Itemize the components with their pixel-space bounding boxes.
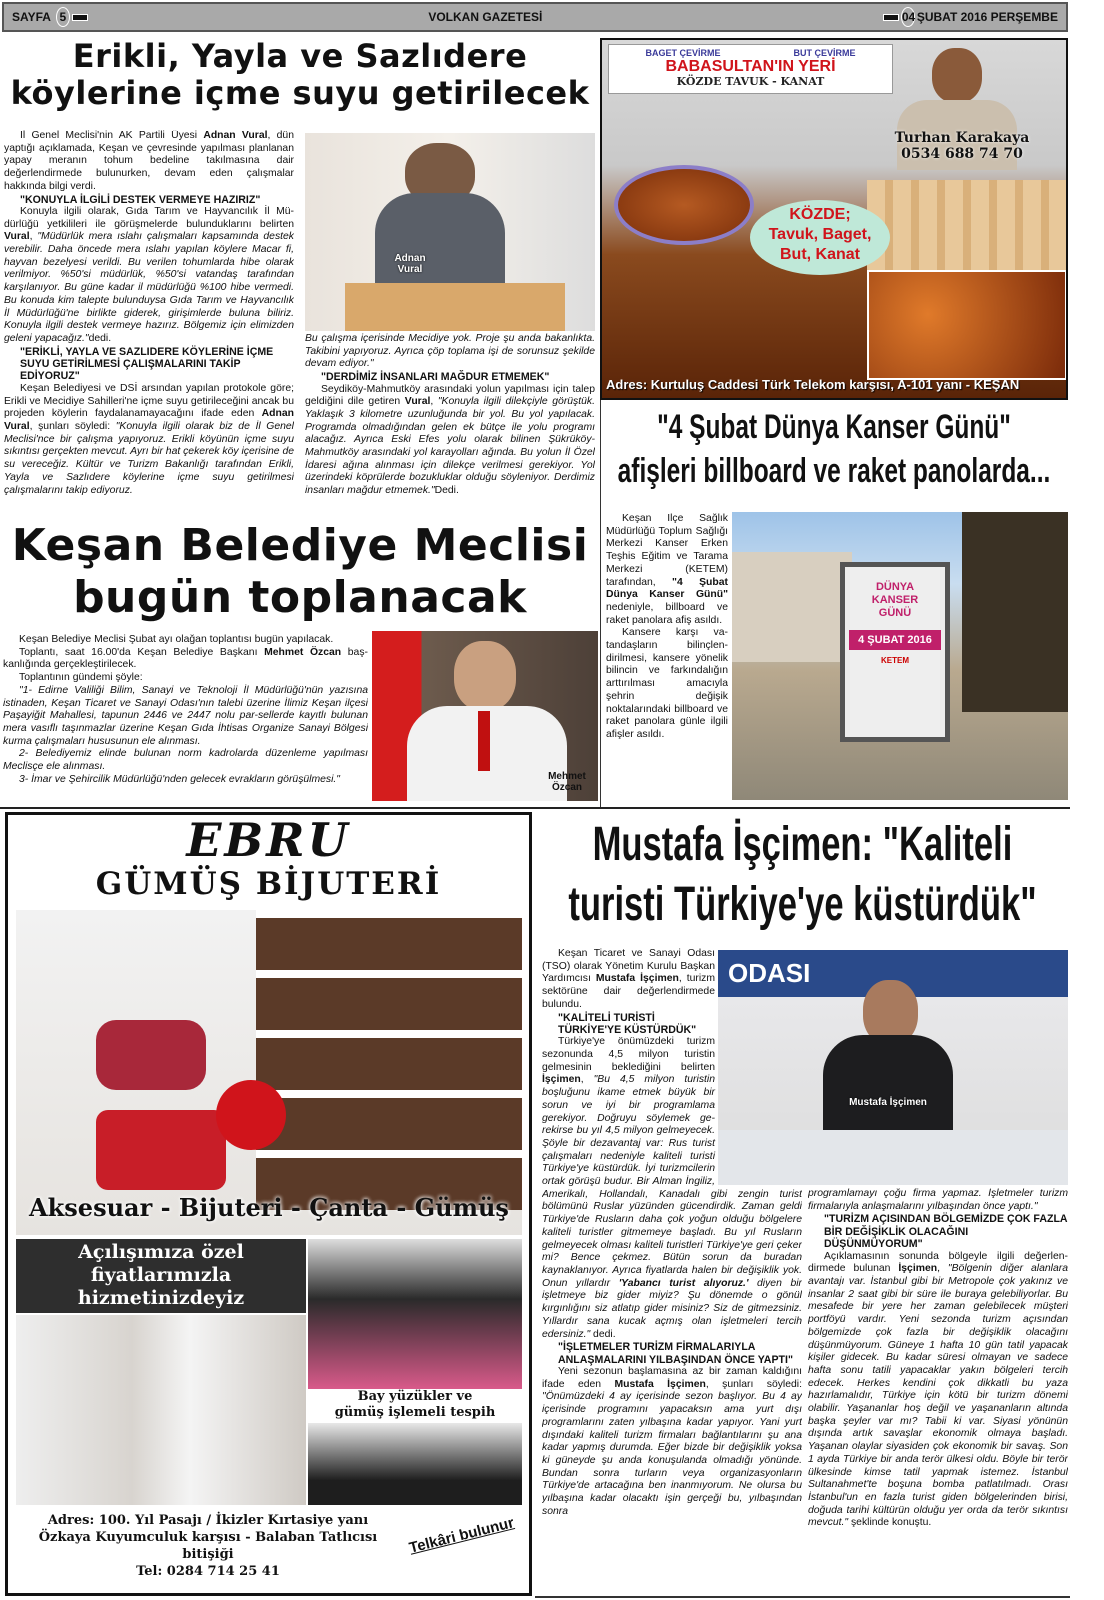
paragraph: Keşan Belediyesi ve DSİ arsından yapılan protokole göre; Erikli ve Mecidiye Sahilleri'ne içme suyu getirileceğini ancak bu projeden köylerin faydalanamayacağını ifade eden Adnan Vural, şunları söyledi: "Konuyla ilgili olarak biz de İl Genel Meclisi'nce bir çalışma yapıyoruz. Erikli köyünün içme suyu sıkıntısı gerçekten mevcut. Ayrı bir hat çekerek köy içerisine de su vereceğiz. Kültür ve Turizm Bakanlığı tarafından Erikli, Yayla ve Sazlıdere köylerine içme suyu getirilmesi çalışmalarını takip ediyoruz. [4, 382, 294, 496]
red-handbag [96, 1110, 226, 1190]
issue-date: 04 ŞUBAT 2016 PERŞEMBE [883, 7, 1058, 27]
rotisserie-chickens [867, 180, 1067, 270]
chicken-wings-photo [867, 270, 1067, 380]
cancer-article-body [606, 513, 728, 803]
section-divider [0, 807, 1070, 809]
cancer-headline: "4 Şubat Dünya Kanser Günü" afişleri billboard ve raket panolarda... [617, 408, 1051, 490]
subheading: "KONUYLA İLGİLİ DESTEK VERMEYE HAZIRIZ" [20, 193, 261, 206]
paragraph: Yeni sezonun başlamasına az bir zaman kaldığını ifade eden Mustafa İşçimen, şunları söyledi: "Önümüzdeki 4 ay içerisinde sezon başlıyor. Bu 4 ay içerisinde programını yapacaksın ama yurt dışı programlarını zaten yılbaşına kadar yapıyor. Yani yurt dışındaki kaliteli turizm firmaları bağlantılarını şu ana kadar yapmış durumda. Eğer bizde bir değişiklik yoksa ki güneyde şu anda konuşulanda olmadığı yönünde. Bundan sonra turların veya organizasyonların Türkiye'de artacağına ben inanmıyorum. Ne olursa bu yılbaşına kadar olacaktı işin gerçeği bu, yılbaşından sonra [542, 1366, 802, 1517]
necklace-display-photo [308, 1423, 522, 1505]
paragraph: 3- İmar ve Şehircilik Müdürlüğü'nden gelecek evrakların görüşülmesi." [19, 773, 340, 785]
iscimen-headline: Mustafa İşçimen: "Kaliteli turisti Türkiye'ye küstürdük" [568, 818, 1037, 931]
desk [345, 283, 565, 331]
owner-photo [932, 48, 982, 103]
mustafa-iscimen-photo: ODASI Mustafa İşçimen [718, 950, 1068, 1185]
paragraph: programlamayı çoğu firma yapmaz. İşletmeler turizm firmalarıyla anlaşmalarını yılbaşından önce yaptı." [808, 1188, 1068, 1212]
red-bag [96, 1020, 206, 1090]
owner-contact: Turhan Karakaya 0534 688 74 70 [894, 130, 1030, 162]
article1-headline: Erikli, Yayla ve Sazlıdere köylerine içme suyu getirilecek [10, 37, 590, 112]
ebru-logo: EBRU [186, 813, 351, 867]
ebru-advertisement [5, 812, 532, 1596]
products-text: Bay yüzükler ve gümüş işlemeli tespih [334, 1389, 496, 1420]
ebru-address: Adres: 100. Yıl Pasajı / İkizler Kırtasiye yanı Özkaya Kuyumculuk karşısı - Balaban Tatlıcısı bitişiği Tel: 0284 714 25 41 [38, 1513, 378, 1579]
paragraph: Keşan Ticaret ve Sanayi Odası (TSO) olarak Yönetim Kurulu Başkan Yardımcısı Mustafa İşçimen, turizm sektörüne dair değerlendirmede bulundu. [542, 948, 715, 1010]
roses [216, 1080, 286, 1150]
adnan-vural-photo [305, 133, 595, 331]
billboard-photo [732, 512, 1068, 800]
subheading: "TURİZM AÇISINDAN BÖLGEMİZDE ÇOK FAZLA BİR DEĞİŞİKLİK OLACAĞINI DÜŞÜNMÜYORUM" [824, 1213, 1068, 1251]
black-bar-icon [883, 14, 899, 21]
photo-caption: Adnan Vural [394, 253, 426, 275]
jewelry-display-photo [308, 1239, 522, 1389]
kozde-bubble: KÖZDE; Tavuk, Baget, But, Kanat [750, 200, 890, 275]
paragraph: Konuyla ilgili olarak, Gıda Tarım ve Hayvancılık İl Müdürlüğü yetkilileri ile görüşmelerde bulunduklarını belirten Vural, "Müdürlük mera ıslahı çalışmaları kapsamında destek verebilir. Daha öncede mera ıslahı yapılan köylere Macar fi, hayvan bezelyesi verildi. Bu verilen tohumlarda hibe olarak verilmiyor. %50'si müdürlük, %50'si vatandaş tarafından karşılanıyor. Bu güne kadar il müdürlüğü %100 hibe vermedi. Bu konuda kim talepte bulunduysa Gıda Tarım ve Hayvancılık İl Müdürlüğü'ne birlikte giderek, girişimlerde buluna biliriz. Konuyla ilgili destek vermeye hazırız. Bölgemiz için elimizden geleni yapacağız."dedi. [4, 205, 294, 344]
paragraph: Türkiye'ye önümüzdeki turizm sezonunda 4,5 milyon turistin gelmesinin beklediğini belirten İşçimen, "Bu 4,5 milyon turistin boşluğunu ikame etmek büyük bir sorun ve iyi bir programlama gerekiyor. Doğruyu söylemek gerekirse bu yıl 4,5 milyon gelmeyecek. Şöyle bir dezavantaj var: Rus turist çalışmaları nedeniyle kaliteli turisti Türkiye'ye küstürdük. İyi turizmcilerin ortak görüşü budur. Bir Alman İngiliz, Amerikalı, Hollandalı, Kanadalı gibi zengin turist bölümünü Ruslar yüzünden gücendirdik. Zaman geldi Türkiye'de Rusların daha çok yoğun olduğu bölgelere kaliteli turistler gitmemeye başladı. Bu yıl Rusların gelmeyecek olması kaliteli turistleri Türkiye'ye geri çeker mi? Bence çekmez. Bütün sorun da buradan kaynaklanıyor. Ayrıca fiyatlarda halen bir değişiklik yok. Onun yıllardır 'Yabancı turist alıyoruz.' diyen bir işletmeye biz gider miyiz? Şu dönemde o gönül kırgınlığını siz atlatıp gider misiniz? Siz de gitmezsiniz. Yıllardır sana kucak açmış olan işletmeleri tercih edersiniz." dedi. [542, 1036, 802, 1340]
subheading: "KALİTELİ TURİSTİ TÜRKİYE'YE KÜSTÜRDÜK" [558, 1011, 697, 1036]
subheading: "ERİKLİ, YAYLA VE SAZLIDERE KÖYLERİNE İÇME SUYU GETİRİLMESİ ÇALIŞMALARINI TAKİP EDİYORUZ" [20, 345, 274, 383]
subheading: "İŞLETMELER TURİZM FİRMALARIYLA ANLAŞMALARINI YILBAŞINDAN ÖNCE YAPTI" [558, 1341, 793, 1366]
mehmet-ozcan-photo [372, 631, 598, 801]
subheading: "DERDİMİZ İNSANLARI MAĞDUR ETMEMEK" [321, 371, 550, 384]
black-bar-icon [72, 14, 88, 21]
meclis-headline: Keşan Belediye Meclisi bugün toplanacak [11, 520, 589, 623]
newspaper-name: VOLKAN GAZETESİ [428, 10, 543, 24]
tree [962, 512, 1068, 712]
photo-caption: Mehmet Özcan [548, 771, 586, 793]
bag-shelves [256, 910, 522, 1210]
telkari-note: Telkâri bulunur [407, 1514, 516, 1557]
page-header [2, 2, 1068, 32]
ebru-title: GÜMÜŞ BİJUTERİ [95, 866, 442, 902]
paragraph: Kansere karşı vatandaşların bilinçlendirilmesi, kansere yönelik bilincin ve farkındalığın arttırılması amacıyla şehrin değişik noktalarındaki billboard ve raket panolara günle ilgili afişler asıldı. [606, 627, 728, 740]
paragraph: İl Genel Meclisi'nin AK Partili Üyesi Adnan Vural, dün yaptığı açıklamada, Keşan ve çevresinde yapılması planlanan yapay meranın tohum bedeline takılmasına dair değerlendirmede bulunurken, devam eden çalışmalar hakkında bilgi verdi. [4, 130, 294, 192]
store-interior-photo [16, 910, 522, 1235]
meclis-article-body [3, 634, 368, 804]
paragraph: Keşan Belediye Meclisi Şubat ayı olağan toplantısı bugün yapılacak. [19, 634, 334, 645]
cancer-poster: DÜNYA KANSER GÜNÜ 4 ŞUBAT 2016 KETEM [840, 562, 950, 742]
iscimen-column-2 [808, 1188, 1068, 1598]
column-divider [600, 400, 601, 808]
article1-column-1 [4, 130, 294, 518]
photo-caption: Mustafa İşçimen [849, 1097, 927, 1108]
tie [478, 711, 490, 771]
article1-column-2 [305, 333, 595, 518]
paragraph: 2- Belediyemiz elinde bulunan norm kadrolarda düzenleme yapılması Meclisçe ele alınması. [3, 748, 368, 773]
paragraph: "1- Edirne Valiliği Bilim, Sanayi ve Teknoloji İl Müdürlüğü'nün yazısına istinaden, Keşan Ticaret ve Sanayi Odası'nın talebi üzerine İlimiz Keşan ilçesi Paşayiğit Mahallesi, tapunun 2446 ve 2447 nolu par-sellerde kayıtlı bulunan mera vasıflı taşınmazlar üzerine Keşan Gıda İhtisas Organize Sanayi Bölgesi kurma çalışmaları hususunun ele alınması. [3, 684, 368, 747]
chicken-plate [614, 165, 754, 245]
paragraph: Seydiköy-Mahmutköy arasındaki yolun yapılması için talep geldiğini dile getiren Vural, "Konuyla ilgili dilekçiyle görüştük. Yaklaşık 3 kilometre uzunluğunda bir yol. Bu yol yapılacak. Programda olmadığından gelen ek bütçe ile yolu programı alacağız. Ayrıca Eski Efes yolu olarak bilinen Şükrüköy-Mahmutköy arasındaki yol karayolları ağında. Bu yolun İl Özel İdaresi ağına alınması için dilekçe verilmesi gerekiyor. Yol üzerindeki köprülerde bozukluklar olduğu söyleniyor. Derdimiz insanları mağdur etmemek."Dedi. [305, 383, 595, 497]
page-number: SAYFA 5 [12, 7, 88, 27]
paragraph: Toplantının gündemi şöyle: [19, 672, 143, 684]
babasultan-advertisement [600, 38, 1068, 400]
shop-address: Adres: Kurtuluş Caddesi Türk Telekom karşısı, A-101 yanı - KEŞAN [606, 377, 1020, 392]
store-jewelry-photo [16, 1315, 306, 1505]
paragraph: Açıklamasının sonunda bölgeyle ilgili değerlendirmede bulunan İşçimen, "Bölgenin diğer alanlara avantajı var. İstanbul gibi bir Metropole çok yakınız ve insanlar 2 saat gibi bir süre ile buraya gelebiliyorlar. Bu mesafede bir yere her zaman gelebilecek müşteri portföyü vardır. Yeni sezonda turizm açısından bölgemizde çok fazla bir değişiklik olacağını düşünmüyorum. Güneye 1 hafta 10 gün tatil yapacak kişiler gidecek. Bu kadar süresi olmayan ve sadece hafta sonu tatili yapacaklar yakın bölgeleri tercih edecek. Herkes kendini çok dikkatli bu yaza hazırlamalıdır, Türkiye için kötü bir turizm dönemi olabilir. Yaşananlar hoş değil ve yaşananların altında başka şeyler var mı? Tabii ki var. Siyasi yönünün dışında artık savaşlar ekonomik olmaya başladı. Yaşanan olaylar siyasiden çok ekonomik bir savaş. Son 1 ayda Türkiye bir anda terör ülkesi oldu. Böyle bir terör ülkesinde kimse tatil yapmak istemez. İstanbul Sultanahmet'te boşuna bomba patlatılmadı. Orası İstanbul'un en fazla turist giden bölgelerinden birisi, doğuda tarihi kültürün olduğu yer orda da terör sıkıntısı mevcut." şeklinde konuştu. [808, 1250, 1068, 1529]
ebru-banner: Aksesuar - Bijuteri - Çanta - Gümüş [29, 1193, 509, 1222]
shop-sign: BAGET ÇEVİRME BUT ÇEVİRME BABASULTAN'IN YERİ KÖZDE TAVUK - KANAT [608, 44, 893, 94]
paragraph: Bu çalışma içerisinde Mecidiye yok. Proje şu anda bakanlıkta. Takibini yapıyoruz. Ayrıca çöp toplama işi de sorunsuz şekilde devam ediyor." [305, 333, 595, 370]
promo-box: Açılışımıza özel fiyatlarımızla hizmetinizdeyiz [16, 1239, 306, 1313]
paragraph: Keşan İlçe Sağlık Müdürlüğü Toplum Sağlığı Merkezi Kanser Erken Teşhis Eğitim ve Tarama Merkezi (KETEM) tarafından, "4 Şubat Dünya Kanser Günü" nedeniyle, billboard ve raket panolara afiş asıldı. [606, 513, 728, 626]
paragraph: Toplantı, saat 16.00'da Keşan Belediye Başkanı Mehmet Özcan başkanlığında gerçekleştirilecek. [3, 646, 368, 671]
page-number-badge: 5 [56, 7, 70, 27]
iscimen-column-1 [542, 948, 802, 1598]
